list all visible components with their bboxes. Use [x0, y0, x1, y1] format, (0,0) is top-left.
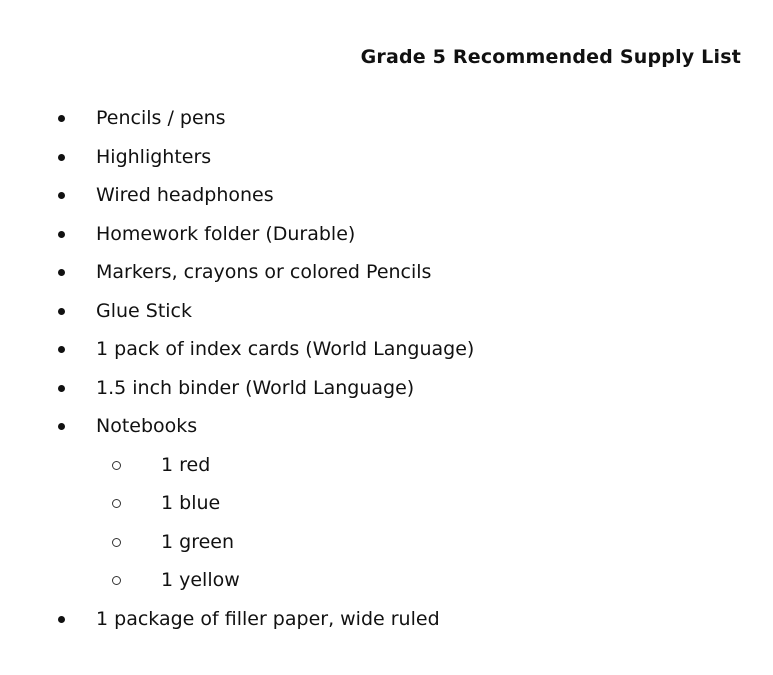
list-item-notebooks: [56, 407, 474, 446]
list-item-text: Notebooks: [96, 415, 198, 437]
bullet-icon: [58, 154, 65, 161]
bullet-icon: [58, 269, 65, 276]
list-item-text: Wired headphones: [96, 184, 274, 206]
list-item-text: 1 pack of index cards (World Language): [96, 338, 475, 360]
list-item: [56, 369, 474, 408]
list-item: [56, 600, 474, 639]
hollow-bullet-icon: [112, 538, 121, 547]
supply-list: [56, 99, 474, 638]
hollow-bullet-icon: [112, 499, 121, 508]
page-title: Grade 5 Recommended Supply List: [360, 46, 741, 68]
hollow-bullet-icon: [112, 576, 121, 585]
list-item-text: 1 package of filler paper, wide ruled: [96, 607, 440, 630]
list-item: [56, 99, 474, 138]
sub-list-item: [56, 523, 474, 562]
bullet-icon: [58, 423, 65, 430]
bullet-icon: [58, 231, 65, 238]
sub-list-item-text: 1 red: [161, 453, 211, 476]
list-item-text: Pencils / pens: [96, 107, 226, 129]
list-item: [56, 138, 474, 177]
bullet-icon: [58, 115, 65, 122]
list-item-text: 1.5 inch binder (World Language): [96, 376, 415, 399]
bullet-icon: [58, 192, 65, 199]
hollow-bullet-icon: [112, 461, 121, 470]
sub-list-item: [56, 561, 474, 600]
list-item-text: Homework folder (Durable): [96, 222, 356, 245]
list-item-text: Glue Stick: [96, 299, 193, 322]
list-item: [56, 176, 474, 215]
sub-list-item: [56, 484, 474, 523]
bullet-icon: [58, 308, 65, 315]
sub-list-item: [56, 446, 474, 485]
bullet-icon: [58, 385, 65, 392]
list-item-text: Markers, crayons or colored Pencils: [96, 261, 432, 283]
bullet-icon: [58, 616, 65, 623]
list-item: [56, 253, 474, 292]
list-item: [56, 292, 474, 331]
bullet-icon: [58, 346, 65, 353]
sub-list-item-text: 1 green: [161, 530, 235, 553]
list-item: [56, 330, 474, 369]
sub-list-item-text: 1 yellow: [161, 569, 240, 591]
sub-list-item-text: 1 blue: [161, 492, 221, 514]
list-item-text: Highlighters: [96, 145, 212, 168]
list-item: [56, 215, 474, 254]
